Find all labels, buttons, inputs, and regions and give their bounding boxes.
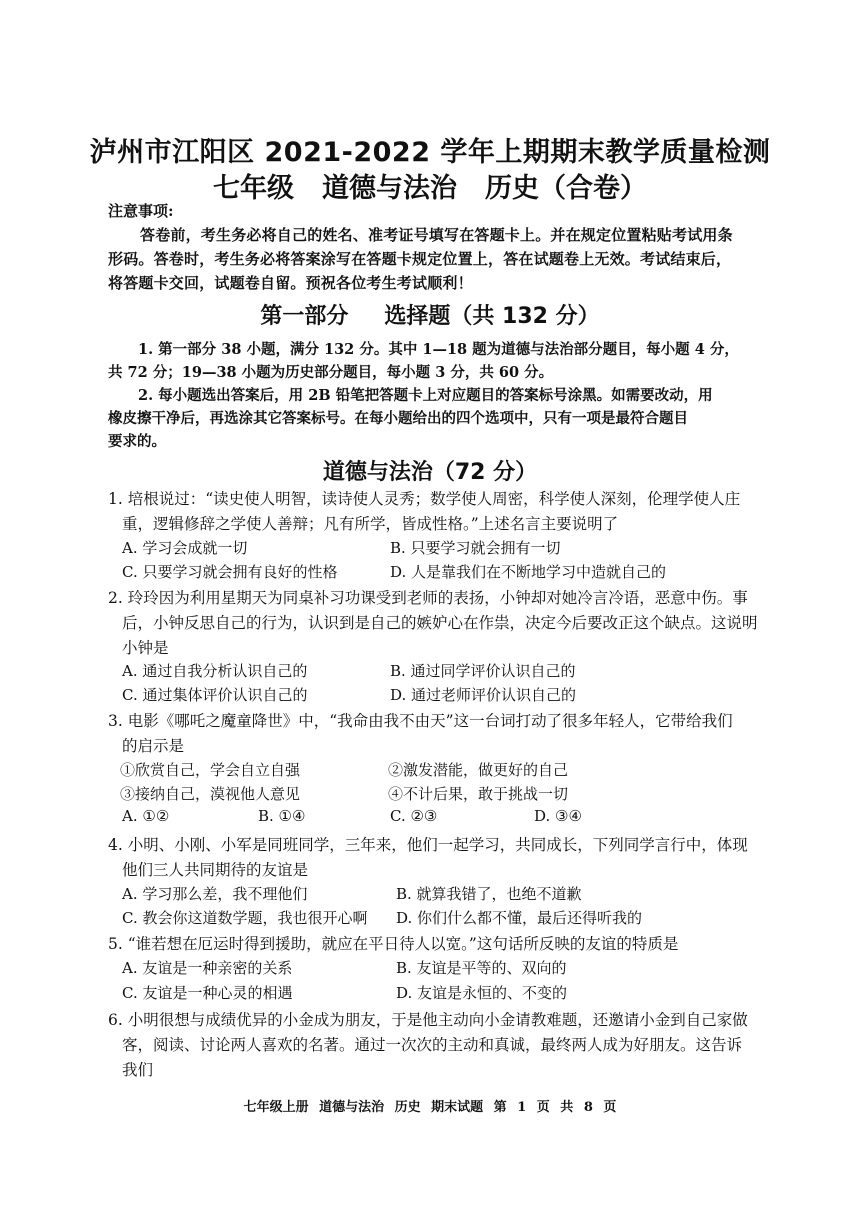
question-1-option-c: C. 只要学习就会拥有良好的性格 [122, 563, 338, 581]
question-5-option-c: C. 友谊是一种心灵的相遇 [122, 984, 293, 1002]
question-1-option-a: A. 学习会成就一切 [122, 539, 248, 557]
question-1-text: 1. 培根说过：“读史使人明智，读诗使人灵秀；数学使人周密，科学使人深刻，伦理学使人庄 [108, 490, 741, 508]
question-3-text: 的启示是 [122, 737, 185, 755]
question-1-text: 重，逻辑修辞之学使人善辩；凡有所学，皆成性格。”上述名言主要说明了 [122, 515, 619, 533]
instruction-line: 橡皮擦干净后，再选涂其它答案标号。在每小题给出的四个选项中，只有一项是最符合题目 [108, 410, 688, 427]
question-1-option-d: D. 人是靠我们在不断地学习中造就自己的 [390, 563, 667, 581]
part-title: 第一部分 选择题（共 132 分） [260, 304, 600, 329]
question-2-option-d: D. 通过老师评价认识自己的 [390, 686, 577, 704]
instruction-line: 共 72 分；19—38 小题为历史部分题目，每小题 3 分，共 60 分。 [108, 364, 554, 381]
question-2-text: 2. 玲玲因为利用星期天为同桌补习功课受到老师的表扬，小钟却对她冷言冷语，恶意中伤。事 [108, 589, 748, 607]
question-3-option-b: B. ①④ [258, 807, 306, 825]
question-5-option-a: A. 友谊是一种亲密的关系 [122, 959, 293, 977]
question-2-text: 后，小钟反思自己的行为，认识到是自己的嫉妒心在作祟，决定今后要改正这个缺点。这说明 [122, 614, 758, 632]
notice-line: 将答题卡交回，试题卷自留。预祝各位考生考试顺利！ [108, 274, 473, 292]
question-6-text: 客，阅读、讨论两人喜欢的名著。通过一次次的主动和真诚，最终两人成为好朋友。这告诉 [122, 1036, 743, 1054]
instruction-line: 1. 第一部分 38 小题，满分 132 分。其中 1—18 题为道德与法治部分题目，每小题 4 分， [138, 341, 739, 358]
exam-title: 泸州市江阳区 2021-2022 学年上期期末教学质量检测 [89, 137, 771, 168]
question-5-option-d: D. 友谊是永恒的、不变的 [396, 984, 568, 1002]
question-3-option-a: A. ①② [122, 807, 170, 825]
page-footer: 七年级上册 道德与法治 历史 期末试题 第 1 页 共 8 页 [243, 1100, 617, 1115]
question-3-statement: ③接纳自己，漠视他人意见 [120, 785, 301, 803]
question-3-statement: ②激发潜能，做更好的自己 [388, 761, 569, 779]
grade-label: 七年级 [213, 173, 294, 204]
question-3-option-c: C. ②③ [390, 807, 438, 825]
question-3-option-d: D. ③④ [534, 807, 582, 825]
subject-section-title: 道德与法治（72 分） [322, 460, 538, 485]
question-2-option-c: C. 通过集体评价认识自己的 [122, 686, 308, 704]
question-4-option-b: B. 就算我错了，也绝不道歉 [396, 885, 582, 903]
notice-heading: 注意事项: [108, 202, 174, 220]
question-3-statement: ①欣赏自己，学会自立自强 [120, 761, 301, 779]
question-5-option-b: B. 友谊是平等的、双向的 [396, 959, 567, 977]
notice-line: 答卷前，考生务必将自己的姓名、准考证号填写在答题卡上。并在规定位置粘贴考试用条 [140, 226, 733, 244]
paper-type-label: 历史（合卷） [485, 173, 647, 204]
question-4-option-c: C. 教会你这道数学题，我也很开心啊 [122, 909, 368, 927]
notice-line: 形码。答卷时，考生务必将答案涂写在答题卡规定位置上，答在试题卷上无效。考试结束后， [108, 250, 732, 268]
question-4-option-d: D. 你们什么都不懂，最后还得听我的 [396, 909, 643, 927]
instruction-line: 要求的。 [108, 433, 166, 450]
question-6-text: 6. 小明很想与成绩优异的小金成为朋友，于是他主动向小金请教难题，还邀请小金到自己家做 [108, 1011, 748, 1029]
question-1-option-b: B. 只要学习就会拥有一切 [390, 539, 561, 557]
question-4-text: 4. 小明、小刚、小军是同班同学，三年来，他们一起学习，共同成长，下列同学言行中，体现 [108, 836, 748, 854]
subject-label: 道德与法治 [322, 173, 457, 204]
question-2-option-a: A. 通过自我分析认识自己的 [122, 662, 308, 680]
question-2-option-b: B. 通过同学评价认识自己的 [390, 662, 576, 680]
question-5-text: 5. “谁若想在厄运时得到援助，就应在平日待人以宽。”这句话所反映的友谊的特质是 [108, 935, 679, 953]
question-2-text: 小钟是 [122, 639, 169, 657]
question-6-text: 我们 [122, 1061, 154, 1079]
question-3-text: 3. 电影《哪吒之魔童降世》中，“我命由我不由天”这一台词打动了很多年轻人，它带给我们 [108, 712, 733, 730]
question-3-statement: ④不计后果，敢于挑战一切 [388, 785, 569, 803]
instruction-line: 2. 每小题选出答案后，用 2B 铅笔把答题卡上对应题目的答案标号涂黑。如需要改动，用 [138, 387, 713, 404]
question-4-text: 他们三人共同期待的友谊是 [122, 861, 309, 879]
question-4-option-a: A. 学习那么差，我不理他们 [122, 885, 308, 903]
